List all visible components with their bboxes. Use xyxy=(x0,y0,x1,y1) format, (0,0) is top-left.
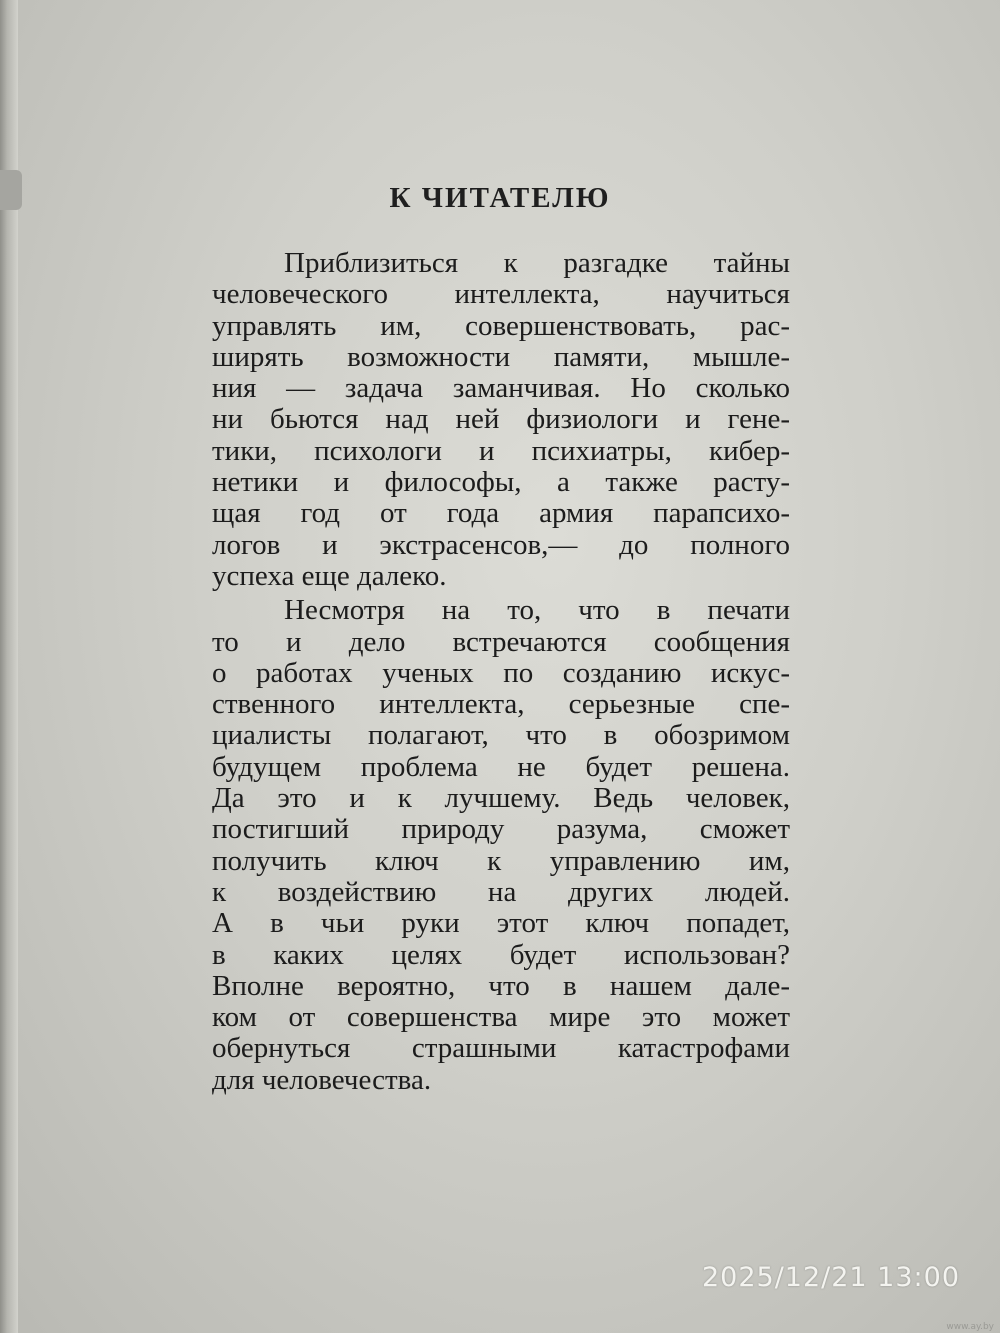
text-line: нетики и философы, а также расту- xyxy=(212,466,790,499)
text-line: А в чьи руки этот ключ попадет, xyxy=(212,907,790,940)
text-line: получить ключ к управлению им, xyxy=(212,844,790,877)
text-line: Приблизиться к разгадке тайны xyxy=(284,247,790,279)
text-line: о работах ученых по созданию искус- xyxy=(212,656,790,689)
text-line: щая год от года армия парапсихо- xyxy=(212,497,790,530)
text-line: будущем проблема не будет решена. xyxy=(212,750,790,783)
site-watermark: www.ay.by xyxy=(946,1322,994,1332)
text-line: циалисты полагают, что в обозримом xyxy=(212,719,790,752)
text-line: ком от совершенства мире это может xyxy=(212,1001,790,1034)
text-line: постигший природу разума, сможет xyxy=(212,813,790,846)
text-line: Несмотря на то, что в печати xyxy=(284,594,790,627)
text-line: ширять возможности памяти, мышле- xyxy=(212,340,790,373)
text-line: успеха еще далеко. xyxy=(212,559,447,592)
text-line: Да это и к лучшему. Ведь человек, xyxy=(212,782,790,815)
text-line: обернуться страшными катастрофами xyxy=(212,1032,790,1065)
text-line: то и дело встречаются сообщения xyxy=(212,625,790,658)
paragraph-2 xyxy=(212,595,790,1096)
text-line: в каких целях будет использован? xyxy=(212,938,790,971)
text-line: логов и экстрасенсов,— до полного xyxy=(212,528,790,561)
text-line: ния — задача заманчивая. Но сколько xyxy=(212,372,790,405)
body-text xyxy=(212,248,790,1096)
paragraph-1 xyxy=(212,248,790,592)
photo-timestamp: 2025/12/21 13:00 xyxy=(701,1262,960,1293)
text-line: тики, психологи и психиатры, кибер- xyxy=(212,434,790,467)
text-line: ственного интеллекта, серьезные спе- xyxy=(212,688,790,721)
page-heading: К ЧИТАТЕЛЮ xyxy=(389,182,611,214)
text-line: человеческого интеллекта, научиться xyxy=(212,278,790,311)
text-line: Вполне вероятно, что в нашем дале- xyxy=(212,969,790,1002)
text-line: для человечества. xyxy=(212,1063,432,1096)
text-line: ни бьются над ней физиологи и гене- xyxy=(212,403,790,436)
text-line: управлять им, совершенствовать, рас- xyxy=(212,309,790,342)
text-line: к воздействию на других людей. xyxy=(212,875,790,908)
